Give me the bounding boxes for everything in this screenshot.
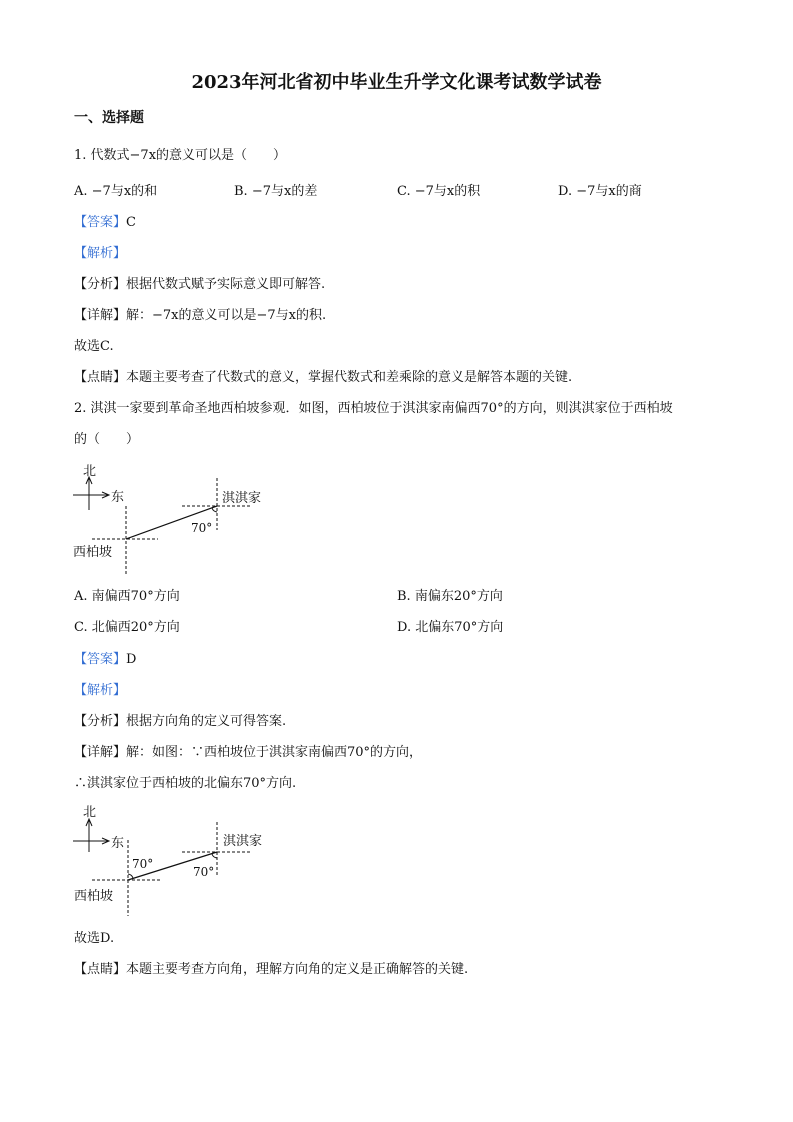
q2-option-d: D. 北偏东70°方向	[397, 620, 504, 635]
angle-label-home: 70°	[193, 865, 215, 879]
section-heading: 一、选择题	[74, 110, 144, 126]
east-label: 东	[111, 490, 125, 505]
north-label: 北	[83, 464, 97, 479]
xiangjie-text: 解：−7x的意义可以是−7与x的积.	[126, 308, 327, 323]
xibaipo-label: 西柏坡	[74, 889, 114, 904]
q1-option-b: B. −7与x的差	[234, 184, 318, 199]
q2-dianjing	[74, 962, 468, 978]
q2-stem-line2: 的（ ）	[74, 432, 140, 447]
fenxi-text: 根据方向角的定义可得答案.	[126, 714, 287, 729]
q2-option-c: C. 北偏西20°方向	[74, 620, 180, 635]
angle-arc	[212, 508, 217, 512]
xiangjie-text: 解：如图：∵西柏坡位于淇淇家南偏西70°的方向，	[126, 745, 423, 760]
q2-answer	[74, 652, 136, 668]
q1-option-c: C. −7与x的积	[397, 184, 481, 199]
q2-option-a: A. 南偏西70°方向	[74, 589, 180, 604]
dianjing-tag: 【点睛】	[74, 962, 127, 977]
angle-label: 70°	[191, 521, 213, 535]
fenxi-text: 根据代数式赋予实际意义即可解答.	[126, 277, 326, 292]
dianjing-tag: 【点睛】	[74, 370, 127, 385]
north-label: 北	[83, 805, 97, 820]
q1-answer	[74, 215, 136, 231]
q2-therefore: ∴淇淇家位于西柏坡的北偏东70°方向.	[74, 776, 297, 791]
home-label: 淇淇家	[222, 491, 262, 506]
q1-option-a: A. −7与x的和	[74, 184, 158, 199]
q2-option-b: B. 南偏东20°方向	[397, 589, 503, 604]
answer-tag: 【答案】	[74, 652, 127, 667]
q2-fenxi	[74, 714, 286, 730]
q1-fenxi	[74, 277, 325, 293]
angle-arc-xibaipo	[128, 874, 133, 878]
east-label: 东	[111, 836, 125, 851]
xiangjie-tag: 【详解】	[74, 745, 127, 760]
dianjing-text: 本题主要考查了代数式的意义，掌握代数式和差乘除的意义是解答本题的关键.	[126, 370, 573, 385]
q2-choose: 故选D.	[74, 931, 115, 946]
home-label: 淇淇家	[223, 834, 263, 849]
answer-value: C	[126, 215, 136, 230]
xiangjie-tag: 【详解】	[74, 308, 127, 323]
fenxi-tag: 【分析】	[74, 277, 127, 292]
q2-stem-line1: 2. 淇淇一家要到革命圣地西柏坡参观．如图，西柏坡位于淇淇家南偏西70°的方向，则淇淇家位于西柏坡	[74, 401, 673, 416]
q1-analysis-tag: 【解析】	[74, 246, 127, 261]
angle-label-xibaipo: 70°	[132, 857, 154, 871]
q1-option-d: D. −7与x的商	[558, 184, 642, 199]
direction-diagram-2	[70, 800, 310, 920]
xibaipo-label: 西柏坡	[73, 545, 113, 560]
q2-analysis-tag: 【解析】	[74, 683, 127, 698]
q1-stem: 1. 代数式−7x的意义可以是（ ）	[74, 148, 287, 163]
angle-arc-home	[212, 854, 217, 858]
q1-choose: 故选C.	[74, 339, 114, 354]
q2-xiangjie	[74, 745, 422, 761]
fenxi-tag: 【分析】	[74, 714, 127, 729]
q1-xiangjie	[74, 308, 326, 324]
direction-diagram-1	[70, 460, 290, 580]
exam-title: 2023年河北省初中毕业生升学文化课考试数学试卷	[191, 72, 602, 93]
q1-dianjing	[74, 370, 572, 386]
answer-value: D	[126, 652, 137, 667]
dianjing-text: 本题主要考查方向角，理解方向角的定义是正确解答的关键.	[126, 962, 469, 977]
answer-tag: 【答案】	[74, 215, 127, 230]
